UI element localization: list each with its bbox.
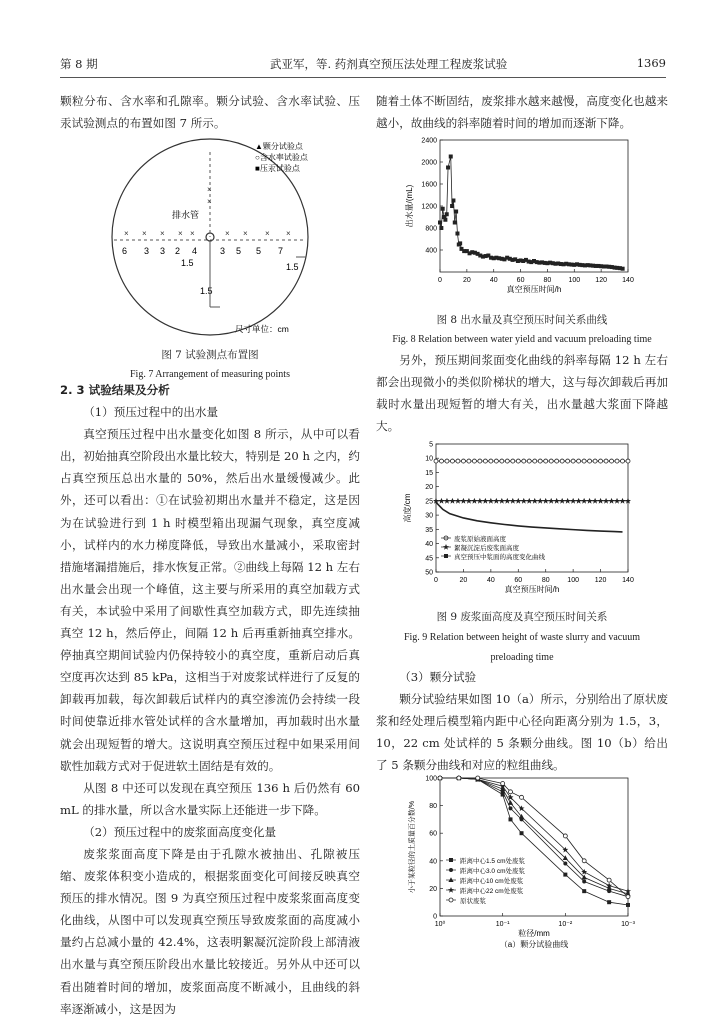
data-point [563,862,567,866]
right-column-mid [376,349,668,437]
data-point [566,459,570,463]
data-point [451,199,455,203]
y-tick-label: 100 [425,775,437,783]
y-tick-label: 60 [429,830,437,838]
data-point [610,459,614,463]
data-point [508,806,512,810]
data-point [516,459,520,463]
data-point [443,218,447,222]
pipe-label: 排水管 [172,210,200,220]
point-marker: × [225,229,230,238]
figure-9-caption-cn: 图 9 废浆面高度及真空预压时间关系 [436,611,608,623]
paragraph: 另外，预压期间浆面变化曲线的斜率每隔 12 h 左右都会出现微小的类似阶梯状的增大，这与每次卸载后再加载时水量出现短暂的增大有关，出水量越大浆面下降越大。 [376,353,668,434]
data-point [560,459,564,463]
data-point [577,459,581,463]
x-tick-label: 0 [438,277,442,284]
x-tick-label: 10⁰ [434,921,446,928]
data-point [511,459,515,463]
point-marker: × [243,229,248,238]
data-point [615,459,619,463]
legend-item: ▲颗分试验点 [255,142,303,151]
data-point [621,459,625,463]
legend-label: 废浆原始液面高度 [454,536,506,543]
figure-7-caption-cn: 图 7 试验测点布置图 [161,349,259,361]
scale-label: 5 [236,246,242,256]
y-tick-label: 20 [425,484,433,492]
right-column-top [376,90,668,134]
y-tick-label: 1200 [421,203,437,211]
x-tick-label: 0 [434,577,438,584]
point-marker: × [265,229,270,238]
x-tick-label: 10⁻³ [621,921,635,928]
right-column-bottom [376,666,668,776]
x-tick-label: 100 [568,277,581,284]
y-tick-label: 40 [425,541,433,549]
paragraph: 真空预压过程中出水量变化如图 8 所示，从中可以看出，初始抽真空阶段出水量比较大，特别是 20 h 之内，约占真空预压总出水量的 50%，然后出水量缓慢减少。此外，还可以看出：①在试验初期出水量并不稳定，这是因为在试验进行到 1 h 时模型箱出现漏气现象，真空度减小，试样内的水力梯度降低，导致出水量减小，采取密封措施堵漏措施后，排水恢复正常。②曲线上每隔 12 h 左右出水量会出现一个峰值，这主要与所采用的真空加载方式有关，本试验中采用了间歇性真空加载方式，即先连续抽真空 12 h，然后停止，间隔 12 h 后再重新抽真空排水。停抽真空期间试验内仍保持较小的真空度，重新启动后真空度再次达到 85 kPa，这相当于对废浆试样进行了反复的卸载再加载，每次卸载后试样内的真空渗流仍会持续一段时间使靠近排水管处试样的含水量增加，再加载时出水量就会出现短暂的增大。这说明真空预压过程中如果采用间歇性加载方式对于促进软土固结是有效的。 [60,427,360,773]
data-point [508,800,513,805]
left-column-top [60,90,360,134]
data-point [446,166,450,170]
point-marker: × [207,197,212,206]
y-tick-label: 50 [425,569,433,577]
paragraph: 从图 8 中还可以发现在真空预压 136 h 后仍然有 60 mL 的排水量，所以含水量实际上还能进一步下降。 [60,780,360,817]
legend-item: ■压汞试验点 [255,164,300,173]
data-point [439,459,443,463]
data-point [538,459,542,463]
data-point [439,226,443,230]
data-point [501,782,505,786]
y-tick-label: 40 [429,858,437,866]
y-tick-label: 2000 [421,159,437,167]
figure-8-caption-en: Fig. 8 Relation between water yield and vacuum preloading time [392,334,652,345]
data-point [508,790,512,794]
x-tick-label: 60 [514,577,523,584]
data-point [549,459,553,463]
figure-7-legend [255,141,309,173]
x-axis-label: 真空预压时间/h [506,285,562,294]
point-marker: × [286,229,291,238]
figure-10a-chart [400,772,662,952]
point-marker: × [178,229,183,238]
y-tick-label: 15 [425,469,433,477]
legend-marker [449,898,453,902]
data-point [621,267,625,271]
data-point [582,859,586,863]
scale-label: 3 [220,246,226,256]
y-tick-label: 2400 [421,137,437,145]
y-tick-label: 0 [433,913,437,921]
issue-number: 第 8 期 [60,57,98,71]
figure-7-diagram [60,132,360,342]
legend-label: 真空预压中浆面的高度变化曲线 [454,554,545,561]
measuring-points [124,185,291,238]
data-point [434,459,438,463]
scale-label: 5 [256,246,262,256]
data-point [582,880,586,884]
data-point [522,459,526,463]
figure-9-caption-en: preloading time [490,652,554,663]
x-tick-label: 140 [622,577,634,584]
data-point [571,459,575,463]
figure-8-caption-cn: 图 8 出水量及真空预压时间关系曲线 [436,314,608,326]
data-point [457,776,461,780]
data-point [563,834,567,838]
y-tick-label: 800 [425,225,437,233]
data-point [483,459,487,463]
legend-label: 距离中心22 cm处废浆 [460,888,524,895]
legend-label: 距离中心3.0 cm处废浆 [460,868,526,875]
subsection-heading: （2）预压过程中的废浆面高度变化量 [83,824,277,839]
data-point [445,459,449,463]
legend-label: 原状废浆 [460,898,486,905]
y-axis-label: 小于某粒径的土质量百分数/% [409,800,416,894]
figure-10a-caption: （a）颗分试验曲线 [499,940,569,949]
data-point [544,459,548,463]
data-point [467,459,471,463]
figure-7-caption-en: Fig. 7 Arrangement of measuring points [130,369,290,380]
y-tick-label: 45 [425,555,433,563]
x-tick-label: 120 [595,277,607,284]
data-point [582,459,586,463]
legend-marker [449,858,453,862]
data-point [458,241,462,245]
x-tick-label: 120 [594,577,607,584]
x-tick-label: 80 [543,277,552,284]
data-point [438,221,442,225]
data-point [438,776,442,780]
series-line [440,778,628,905]
data-point [450,204,454,208]
scale-label: 3 [160,246,166,256]
x-tick-label: 140 [622,277,634,284]
data-point [588,459,592,463]
plot-frame [440,778,628,916]
running-header [60,56,666,72]
point-marker: × [160,229,165,238]
data-point [455,232,459,236]
data-point [441,207,445,211]
x-tick-label: 40 [486,577,495,584]
subsection-heading: （3）颗分试验 [399,670,477,684]
scale-label: 4 [192,246,198,256]
legend-item: ○含水率试验点 [255,153,308,162]
paragraph: 废浆浆面高度下降是由于孔隙水被抽出、孔隙被压缩、废浆体积变小造成的，根据浆面变化可间接反映真空预压的排水情况。图 9 为真空预压过程中废浆浆面高度变化曲线，从图中可以发现真空预压导致废浆面的高度减小量约占总减小量的 42.4%，这表明絮凝沉淀阶段上部清液出水量与真空预压阶段出水量比较接近。另外从中还可以看出随着时间的增加，废浆面高度不断减小，且曲线的斜率逐渐减小，这是因为 [60,846,360,1016]
data-point [489,459,493,463]
data-point [626,903,630,907]
legend-label: 距离中心1.5 cm处废浆 [460,858,526,865]
data-point [500,459,504,463]
data-point [626,895,630,899]
x-axis-label: 真空预压时间/h [504,585,560,594]
data-point [456,459,460,463]
y-tick-label: 1600 [421,181,437,189]
data-point [527,459,531,463]
point-marker: × [207,185,212,194]
paragraph: 颗分试验结果如图 10（a）所示，分别给出了原状废浆和经处理后模型箱内距中心径向距离分别为 1.5，3，10，22 cm 处试样的 5 条颗分曲线。图 10（b）给出了 5 条颗分曲线和对应的粒组曲线。 [376,692,669,773]
data-point [445,212,449,216]
data-point [607,878,611,882]
data-point [450,459,454,463]
legend-label: 距离中心10 cm处废浆 [460,878,524,885]
running-title: 武亚军，等. 药剂真空预压法处理工程废浆试验 [270,57,508,71]
data-point [593,459,597,463]
scale-label: 3 [144,246,150,256]
data-point [520,831,524,835]
data-point [449,155,453,159]
header-rule [60,77,666,78]
legend-marker [449,868,453,872]
data-point [461,459,465,463]
x-tick-label: 60 [516,277,525,284]
scale-label: 1.5 [181,258,194,268]
data-point [520,795,524,799]
x-tick-label: 20 [462,277,471,284]
scale-label: 1.5 [200,286,213,296]
y-tick-label: 80 [429,803,437,811]
y-tick-label: 30 [425,512,433,520]
data-point [478,459,482,463]
series-line [436,502,623,532]
data-point [563,873,567,877]
data-point [607,900,611,904]
plot-frame [436,444,628,572]
point-marker: × [124,229,129,238]
x-tick-label: 20 [459,577,468,584]
y-tick-label: 20 [429,885,437,893]
y-tick-label: 10 [425,455,433,463]
figure-8-chart [400,134,640,306]
y-tick-label: 25 [425,498,433,506]
y-tick-label: 35 [425,526,433,534]
paragraph: 颗粒分布、含水率和孔隙率。颗分试验、含水率试验、压汞试验测点的布置如图 7 所示。 [60,94,360,131]
section-heading: 2. 3 试验结果及分析 [60,383,170,397]
legend-label: 絮凝沉淀后废浆面高度 [454,545,519,552]
figure-9-caption-en: Fig. 9 Relation between height of waste slurry and vacuum [403,632,641,643]
data-point [476,776,480,780]
left-column-body [60,379,360,1020]
series-line [440,778,628,894]
page-number: 1369 [636,56,666,70]
data-point [505,459,509,463]
x-tick-label: 100 [567,577,579,584]
data-point [604,459,608,463]
y-tick-label: 400 [425,247,437,255]
data-point [508,817,512,821]
data-point [454,210,458,214]
scale-label: 1.5 [286,262,299,272]
data-point [533,459,537,463]
x-tick-label: 40 [489,277,498,284]
y-tick-label: 5 [429,441,433,449]
point-marker: × [142,229,147,238]
x-axis-label: 粒径/mm [518,929,550,938]
data-point [453,221,457,225]
figure-9-chart [400,438,640,608]
data-point [494,459,498,463]
x-tick-label: 80 [541,577,550,584]
data-point [555,459,559,463]
y-axis-label: 高度/cm [403,493,412,523]
data-point [626,459,630,463]
scale-label: 2 [175,246,181,256]
data-point [582,889,586,893]
x-tick-label: 10⁻² [558,921,573,928]
paragraph: 随着土体不断固结，废浆排水越来越慢，高度变化也越来越小，故曲线的斜率随着时间的增加而逐渐下降。 [376,94,668,131]
point-marker: × [190,229,195,238]
scale-label: 7 [278,246,284,256]
subsection-heading: （1）预压过程中的出水量 [83,405,219,420]
scale-label: 6 [122,246,128,256]
x-tick-label: 10⁻¹ [495,921,510,928]
legend-marker [448,877,453,882]
data-point [599,459,603,463]
y-axis-label: 出水量/(mL) [405,184,414,228]
unit-label: 尺寸单位：cm [235,324,289,334]
data-point [472,459,476,463]
